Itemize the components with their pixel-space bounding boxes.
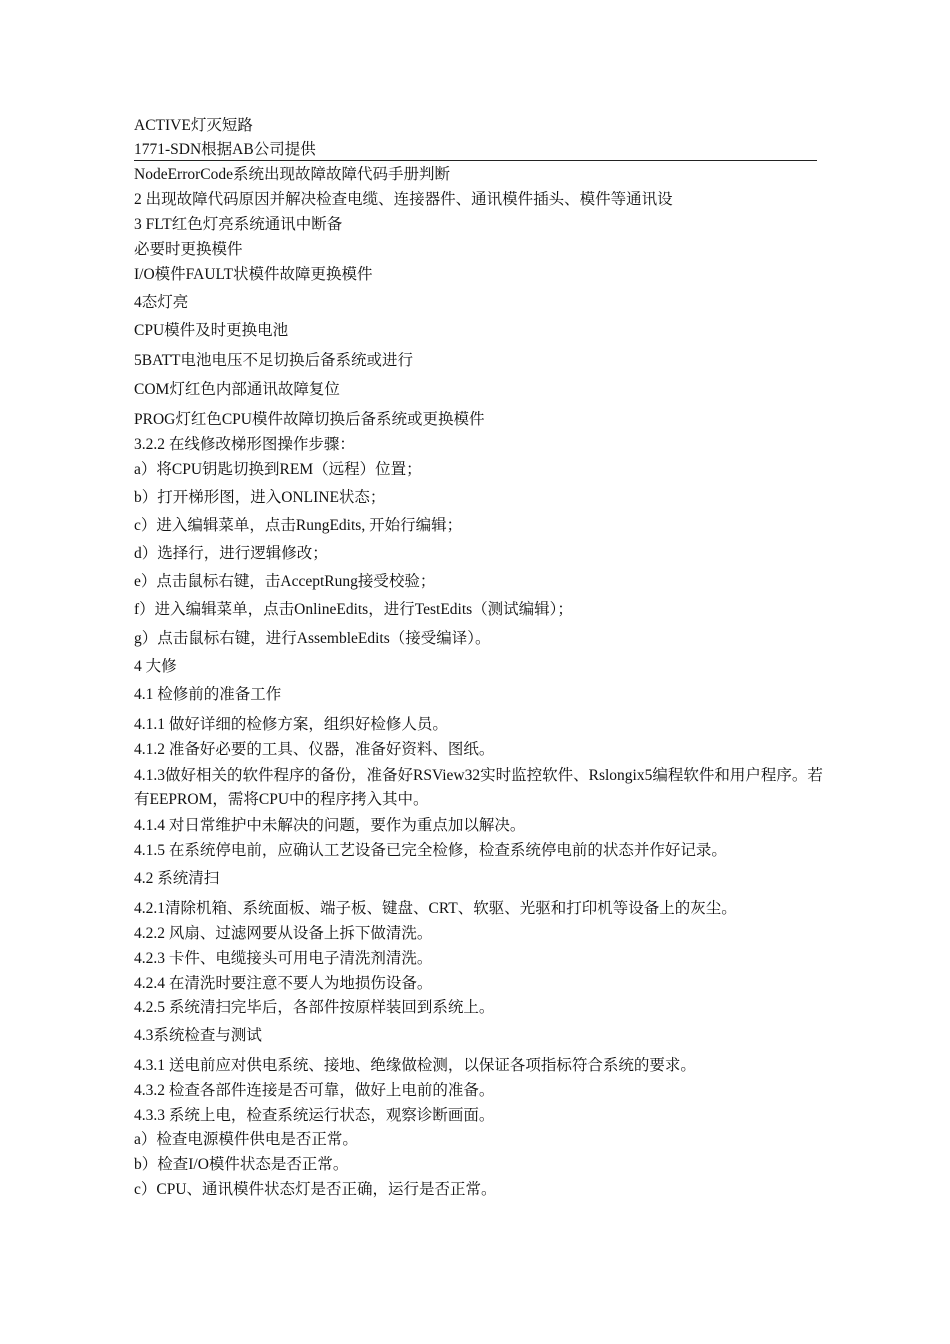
section-heading: 4.1 检修前的准备工作 bbox=[134, 686, 282, 703]
text-line: 2 出现故障代码原因并解决检查电缆、连接器件、通讯模件插头、模件等通讯设 bbox=[134, 191, 673, 208]
text-line: 4.2.4 在清洗时要注意不要人为地损伤设备。 bbox=[134, 975, 433, 992]
text-line: 必要时更换模件 bbox=[134, 241, 243, 258]
text-line: 4.1.1 做好详细的检修方案，组织好检修人员。 bbox=[134, 716, 448, 733]
text-line: a）检查电源模件供电是否正常。 bbox=[134, 1131, 358, 1148]
section-heading: 4.2 系统清扫 bbox=[134, 870, 220, 887]
text-line: 4.2.3 卡件、电缆接头可用电子清洗剂清洗。 bbox=[134, 950, 433, 967]
text-line: 4.2.1清除机箱、系统面板、端子板、键盘、CRT、软驱、光驱和打印机等设备上的灰尘。 bbox=[134, 900, 737, 917]
text-line: 1771-SDN根据AB公司提供 bbox=[134, 141, 316, 158]
text-line: 4.3.1 送电前应对供电系统、接地、绝缘做检测，以保证各项指标符合系统的要求。 bbox=[134, 1057, 696, 1074]
text-paragraph: 4.1.3做好相关的软件程序的备份，准备好RSView32实时监控软件、Rslongix5编程软件和用户程序。若有EEPROM，需将CPU中的程序拷入其中。 bbox=[134, 767, 823, 808]
text-line: e）点击鼠标右键，击AcceptRung接受校验； bbox=[134, 573, 436, 590]
text-line: 4.3.3 系统上电，检查系统运行状态，观察诊断画面。 bbox=[134, 1107, 495, 1124]
text-line: g）点击鼠标右键，进行AssembleEdits（接受编译）。 bbox=[134, 630, 491, 647]
text-line: b）检查I/O模件状态是否正常。 bbox=[134, 1156, 349, 1173]
text-line: PROG灯红色CPU模件故障切换后备系统或更换模件 bbox=[134, 411, 485, 428]
text-line: 4.1.4 对日常维护中未解决的问题，要作为重点加以解决。 bbox=[134, 817, 526, 834]
text-line: 5BATT电池电压不足切换后备系统或进行 bbox=[134, 352, 414, 369]
text-line: f）进入编辑菜单，点击OnlineEdits，进行TestEdits（测试编辑）； bbox=[134, 601, 573, 618]
text-line: 4.1.2 准备好必要的工具、仪器，准备好资料、图纸。 bbox=[134, 741, 495, 758]
text-line: 4.3.2 检查各部件连接是否可靠，做好上电前的准备。 bbox=[134, 1082, 495, 1099]
horizontal-rule bbox=[134, 160, 817, 161]
text-line: a）将CPU钥匙切换到REM（远程）位置； bbox=[134, 461, 422, 478]
text-line: c）CPU、通讯模件状态灯是否正确，运行是否正常。 bbox=[134, 1181, 497, 1198]
text-line: 4态灯亮 bbox=[134, 294, 189, 311]
section-heading: 4.3系统检查与测试 bbox=[134, 1027, 262, 1044]
text-line: CPU模件及时更换电池 bbox=[134, 322, 289, 339]
text-line: NodeErrorCode系统出现故障故障代码手册判断 bbox=[134, 166, 450, 183]
section-heading: 4 大修 bbox=[134, 658, 177, 675]
text-line: b）打开梯形图，进入ONLINE状态； bbox=[134, 489, 386, 506]
text-line: c）进入编辑菜单，点击RungEdits, 开始行编辑； bbox=[134, 517, 463, 534]
text-line: 4.2.5 系统清扫完毕后，各部件按原样装回到系统上。 bbox=[134, 999, 495, 1016]
text-line: ACTIVE灯灭短路 bbox=[134, 117, 253, 134]
text-line: COM灯红色内部通讯故障复位 bbox=[134, 381, 340, 398]
text-line: 4.1.5 在系统停电前，应确认工艺设备已完全检修，检查系统停电前的状态并作好记录。 bbox=[134, 842, 727, 859]
text-line: 3.2.2 在线修改梯形图操作步骤： bbox=[134, 436, 355, 453]
text-line: I/O模件FAULT状模件故障更换模件 bbox=[134, 266, 373, 283]
text-line: 3 FLT红色灯亮系统通讯中断备 bbox=[134, 216, 343, 233]
text-line: 4.2.2 风扇、过滤网要从设备上拆下做清洗。 bbox=[134, 925, 433, 942]
text-line: d）选择行，进行逻辑修改； bbox=[134, 545, 328, 562]
